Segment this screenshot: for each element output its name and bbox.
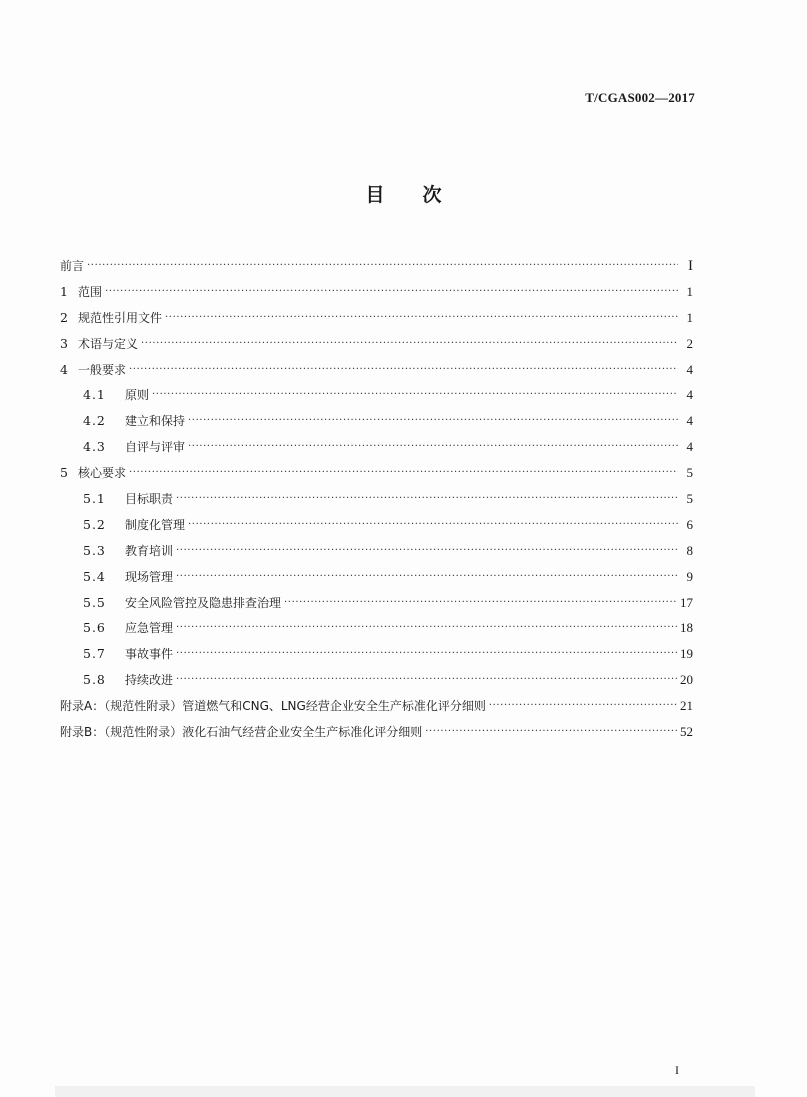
toc-entry-label: 制度化管理	[125, 517, 186, 532]
table-of-contents	[60, 257, 693, 749]
toc-entry-label: 原则	[125, 388, 150, 403]
toc-entry-number: 5.8	[83, 672, 106, 688]
toc-title	[0, 180, 807, 207]
toc-entry[interactable]	[60, 542, 693, 568]
toc-entry-page: 17	[680, 594, 693, 610]
toc-entry-number: 5.7	[83, 646, 106, 662]
toc-dot-leader	[176, 490, 678, 508]
toc-entry-page: 20	[680, 672, 693, 688]
toc-entry-label: 现场管理	[125, 569, 174, 584]
toc-entry[interactable]	[60, 412, 693, 438]
toc-entry-label: 范围	[78, 284, 103, 299]
toc-dot-leader	[176, 619, 677, 637]
toc-entry-label: 建立和保持	[125, 414, 186, 429]
toc-entry-page: 9	[686, 568, 693, 584]
toc-entry[interactable]	[60, 723, 693, 749]
toc-entry-label: 一般要求	[78, 362, 127, 377]
toc-entry-page: 4	[686, 361, 693, 377]
toc-entry-number: 4.2	[83, 413, 106, 429]
toc-entry[interactable]	[60, 490, 693, 516]
toc-entry-label: 教育培训	[125, 543, 174, 558]
toc-entry-number: 5.6	[83, 620, 106, 636]
toc-entry-page: 5	[686, 491, 693, 507]
toc-entry[interactable]	[60, 257, 693, 283]
toc-entry[interactable]	[60, 335, 693, 361]
toc-entry-page: 4	[686, 413, 693, 429]
toc-dot-leader	[141, 335, 678, 353]
toc-entry[interactable]	[60, 438, 693, 464]
toc-entry-number: 3	[60, 335, 68, 351]
toc-entry-label: 持续改进	[125, 673, 174, 688]
toc-title-char-1: 目	[365, 184, 385, 206]
toc-entry-number: 4	[60, 361, 68, 377]
toc-dot-leader	[105, 283, 678, 301]
toc-dot-leader	[188, 516, 678, 534]
toc-dot-leader	[165, 309, 678, 327]
toc-entry[interactable]	[60, 283, 693, 309]
toc-dot-leader	[129, 361, 678, 379]
document-code: T/CGAS002—2017	[585, 90, 695, 105]
toc-entry-number: 5.4	[83, 568, 106, 584]
toc-entry-number: 5.2	[83, 516, 106, 532]
toc-entry[interactable]	[60, 464, 693, 490]
toc-entry-page: 18	[680, 620, 693, 636]
toc-entry-page: 6	[686, 516, 693, 532]
toc-entry-number: 4.1	[83, 387, 106, 403]
toc-entry-page: 2	[686, 335, 693, 351]
toc-entry[interactable]	[60, 309, 693, 335]
toc-entry-page: 1	[686, 283, 693, 299]
toc-entry-label: 自评与评审	[125, 440, 186, 455]
toc-entry-number: 5.3	[83, 542, 106, 558]
toc-entry[interactable]	[60, 386, 693, 412]
toc-entry-page: 52	[680, 724, 693, 740]
toc-entry-page: 21	[680, 698, 693, 714]
toc-entry-label: 核心要求	[78, 466, 127, 481]
toc-dot-leader	[489, 697, 677, 715]
toc-entry[interactable]	[60, 619, 693, 645]
toc-entry-page: 4	[686, 439, 693, 455]
toc-entry[interactable]	[60, 361, 693, 387]
toc-dot-leader	[87, 257, 678, 275]
toc-entry[interactable]	[60, 645, 693, 671]
toc-entry[interactable]	[60, 697, 693, 723]
toc-entry-label: 术语与定义	[78, 336, 139, 351]
toc-dot-leader	[129, 464, 678, 482]
toc-entry-page: 4	[686, 387, 693, 403]
toc-entry[interactable]	[60, 594, 693, 620]
toc-entry[interactable]	[60, 516, 693, 542]
toc-entry-page: 1	[686, 309, 693, 325]
toc-dot-leader	[176, 542, 678, 560]
toc-title-char-2: 次	[422, 184, 442, 206]
toc-entry-label: 目标职责	[125, 492, 174, 507]
toc-dot-leader	[188, 412, 678, 430]
toc-dot-leader	[284, 594, 677, 612]
toc-entry[interactable]	[60, 568, 693, 594]
toc-dot-leader	[188, 438, 678, 456]
toc-entry-number: 4.3	[83, 439, 106, 455]
toc-dot-leader	[152, 386, 678, 404]
toc-entry-label: 安全风险管控及隐患排查治理	[125, 595, 282, 610]
toc-entry-label: 规范性引用文件	[78, 310, 163, 325]
toc-entry-page: I	[688, 258, 693, 274]
toc-dot-leader	[176, 645, 677, 663]
toc-entry-label: 附录B：（规范性附录）液化石油气经营企业安全生产标准化评分细则	[60, 725, 423, 740]
toc-entry-label: 事故事件	[125, 647, 174, 662]
toc-entry-label: 前言	[60, 259, 85, 273]
toc-entry-page: 19	[680, 646, 693, 662]
toc-entry-label: 应急管理	[125, 621, 174, 636]
scan-edge	[55, 1086, 755, 1097]
toc-dot-leader	[176, 671, 677, 689]
toc-entry-page: 8	[686, 542, 693, 558]
toc-entry-number: 5.1	[83, 491, 106, 507]
toc-entry-number: 5.5	[83, 594, 106, 610]
toc-entry-page: 5	[686, 465, 693, 481]
page-number: I	[675, 1063, 679, 1077]
toc-entry-label: 附录A：（规范性附录）管道燃气和CNG、LNG经营企业安全生产标准化评分细则	[60, 699, 486, 714]
toc-entry-number: 5	[60, 465, 68, 481]
toc-dot-leader	[176, 568, 678, 586]
toc-entry[interactable]	[60, 671, 693, 697]
toc-entry-number: 2	[60, 309, 68, 325]
toc-entry-number: 1	[60, 283, 68, 299]
toc-dot-leader	[425, 723, 677, 741]
